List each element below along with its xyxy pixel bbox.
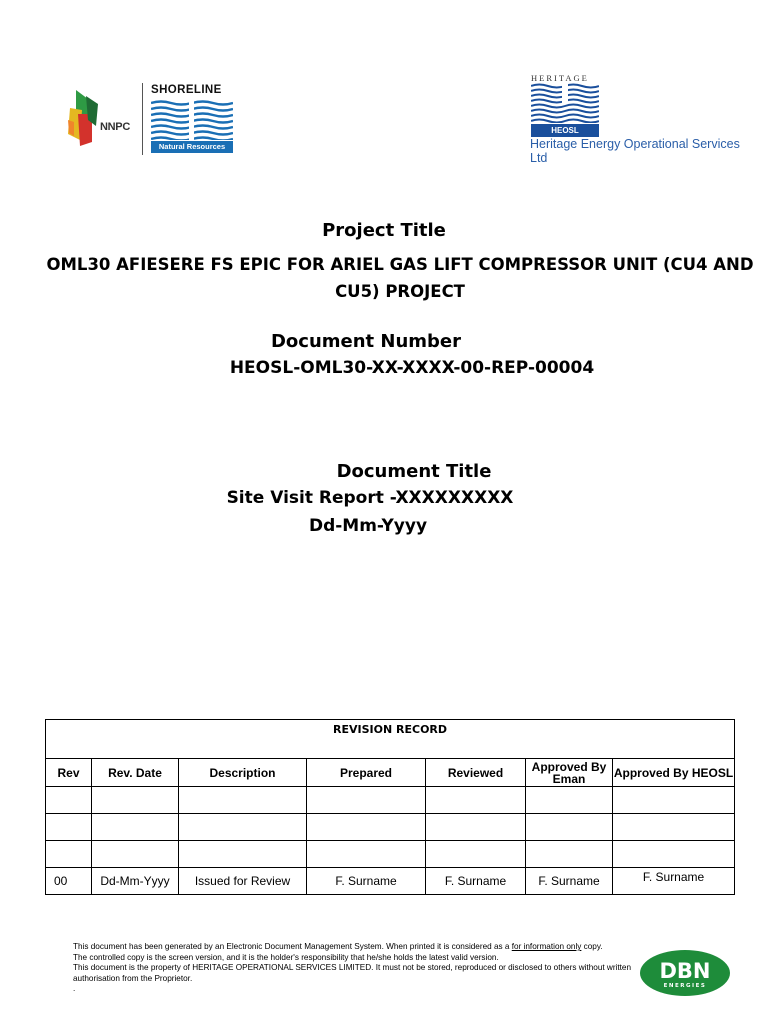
table-row: [46, 841, 735, 868]
table-cell: [613, 787, 735, 814]
dbn-logo: [639, 949, 731, 997]
table-cell: [46, 787, 92, 814]
document-date: Dd-Mm-Yyyy: [308, 516, 428, 536]
footer-line-3: This document is the property of HERITAGE OPERATIONAL SERVICES LIMITED. It must not be stored, reproduced or disclosed to others without written authorisation from the Proprietor.: [73, 963, 632, 983]
cell-description: Issued for Review: [179, 868, 307, 895]
cell-rev: 00: [46, 868, 92, 895]
cell-approved-heosl: F. Surname: [613, 868, 735, 895]
cell-reviewed: F. Surname: [426, 868, 526, 895]
revision-record-table: [45, 719, 735, 895]
column-header-approved-heosl: Approved By HEOSL: [613, 759, 735, 787]
table-cell: [526, 841, 613, 868]
table-cell: [179, 841, 307, 868]
table-cell: [179, 814, 307, 841]
table-cell: [307, 841, 426, 868]
table-row: [46, 868, 735, 895]
nnpc-logo-text: NNPC: [100, 121, 130, 133]
column-header-approved-eman: Approved By Eman: [526, 759, 613, 787]
column-header-prepared: Prepared: [307, 759, 426, 787]
table-cell: [307, 814, 426, 841]
footer-line-1-end: copy.: [581, 942, 603, 951]
footer-line-2: The controlled copy is the screen version, and it is the holder's responsibility that he/she holds the latest valid version.: [73, 952, 499, 962]
heritage-logo-word: HERITAGE: [531, 73, 589, 83]
project-title-label: Project Title: [322, 220, 446, 241]
heosl-badge: HEOSL: [531, 124, 599, 137]
footer-disclaimer: [73, 942, 643, 995]
dbn-logo-subtext: ENERGIES: [663, 983, 707, 989]
document-title: Site Visit Report -XXXXXXXXX: [226, 488, 514, 508]
table-header-row: [46, 759, 735, 787]
project-title: OML30 AFIESERE FS EPIC FOR ARIEL GAS LIFT COMPRESSOR UNIT (CU4 AND CU5) PROJECT: [46, 255, 754, 301]
table-cell: [307, 787, 426, 814]
shoreline-logo-name: SHORELINE: [151, 84, 222, 96]
column-header-description: Description: [179, 759, 307, 787]
footer-line-1-text: This document has been generated by an Electronic Document Management System. When printed it is considered as a: [73, 942, 512, 951]
table-row: [46, 787, 735, 814]
cell-prepared: F. Surname: [307, 868, 426, 895]
table-cell: [92, 814, 179, 841]
footer-line-4: .: [73, 984, 76, 993]
table-cell: [92, 841, 179, 868]
table-cell: [526, 814, 613, 841]
column-header-rev-date: Rev. Date: [92, 759, 179, 787]
footer-info-only-text: for information only: [511, 942, 582, 951]
table-cell: [526, 787, 613, 814]
cell-approved-eman: F. Surname: [526, 868, 613, 895]
document-title-label: Document Title: [336, 461, 492, 482]
revision-record-title: REVISION RECORD: [46, 720, 735, 759]
table-cell: [46, 841, 92, 868]
dbn-logo-text: DBN: [659, 959, 711, 983]
column-header-rev: Rev: [46, 759, 92, 787]
table-cell: [426, 841, 526, 868]
shoreline-logo-subtitle: Natural Resources: [151, 141, 233, 153]
table-cell: [426, 787, 526, 814]
table-cell: [92, 787, 179, 814]
cell-rev-date: Dd-Mm-Yyyy: [92, 868, 179, 895]
nnpc-logo: [66, 90, 138, 148]
table-cell: [46, 814, 92, 841]
document-number-label: Document Number: [270, 331, 462, 352]
shoreline-waves-icon: [151, 100, 233, 140]
heritage-company-name: Heritage Energy Operational Services Ltd: [530, 137, 740, 165]
table-cell: [613, 841, 735, 868]
logo-divider: [142, 83, 143, 155]
column-header-reviewed: Reviewed: [426, 759, 526, 787]
table-cell: [426, 814, 526, 841]
heritage-waves-icon: [531, 83, 599, 123]
table-cell: [179, 787, 307, 814]
table-row: [46, 814, 735, 841]
table-cell: [613, 814, 735, 841]
document-number: HEOSL-OML30-XX-XXXX-00-REP-00004: [229, 358, 595, 378]
footer-line-1: [73, 942, 643, 953]
